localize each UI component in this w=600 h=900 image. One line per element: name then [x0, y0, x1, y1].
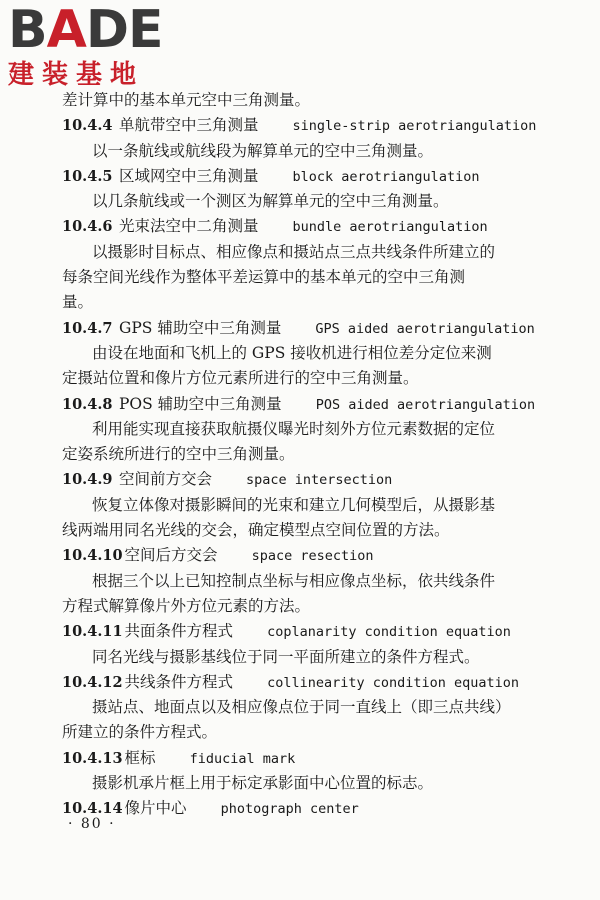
term-english: single-strip aerotriangulation: [292, 118, 537, 135]
term-number: 10.4.9: [62, 471, 113, 489]
term-number: 10.4.13: [62, 749, 123, 767]
document-body: [62, 88, 542, 822]
term-number: 10.4.10: [62, 547, 123, 565]
term-english: bundle aerotriangulation: [292, 219, 488, 236]
term-number: 10.4.14: [62, 800, 123, 818]
term-number: 10.4.11: [62, 623, 123, 641]
term-chinese: 共面条件方程式: [124, 622, 234, 641]
term-heading: [62, 113, 542, 138]
term-english: block aerotriangulation: [292, 168, 480, 185]
term-heading: [62, 392, 542, 417]
body-text-line: 每条空间光线作为整体平差运算中的基本单元的空中三角测: [62, 268, 466, 287]
term-chinese: 区域网空中三角测量: [119, 166, 259, 185]
term-chinese: 光束法空中二角测量: [119, 217, 259, 236]
term-chinese: 框标: [124, 748, 156, 767]
term-chinese: 共线条件方程式: [124, 672, 234, 691]
term-heading: [62, 543, 542, 568]
term-heading: [62, 796, 542, 821]
term-heading: [62, 164, 542, 189]
page-number: · 80 ·: [68, 816, 116, 832]
term-chinese: 单航带空中三角测量: [119, 116, 259, 135]
body-text-line: 同名光线与摄影基线位于同一平面所建立的条件方程式。: [92, 647, 480, 666]
term-number: 10.4.12: [62, 673, 123, 691]
body-text-line: 以几条航线或一个测区为解算单元的空中三角测量。: [92, 192, 449, 211]
term-english: GPS aided aerotriangulation: [315, 320, 535, 337]
term-heading: [62, 467, 542, 492]
term-chinese: POS 辅助空中三角测量: [119, 394, 282, 413]
body-text-line: 以一条航线或航线段为解算单元的空中三角测量。: [92, 141, 434, 160]
term-english: photograph center: [220, 801, 359, 818]
term-english: space resection: [251, 548, 374, 565]
term-number: 10.4.5: [62, 167, 113, 185]
term-number: 10.4.7: [62, 319, 113, 337]
body-text-line: 方程式解算像片外方位元素的方法。: [62, 596, 311, 615]
body-text-line: 定姿系统所进行的空中三角测量。: [62, 445, 295, 464]
term-english: POS aided aerotriangulation: [315, 396, 536, 413]
term-heading: [62, 316, 542, 341]
body-text-line: 由设在地面和飞机上的 GPS 接收机进行相位差分定位来测: [92, 343, 492, 362]
term-chinese: 像片中心: [124, 799, 187, 818]
term-english: fiducial mark: [189, 750, 296, 767]
term-number: 10.4.8: [62, 395, 113, 413]
term-heading: [62, 670, 542, 695]
term-english: collinearity condition equation: [267, 674, 520, 691]
body-text-line: 以摄影时目标点、相应像点和摄站点三点共线条件所建立的: [92, 242, 496, 261]
term-heading: [62, 619, 542, 644]
body-text-line: 线两端用同名光线的交会，确定模型点空间位置的方法。: [62, 521, 450, 540]
body-text-line: 摄影机承片框上用于标定承影面中心位置的标志。: [92, 774, 434, 793]
logo-subtitle: 建装基地: [8, 60, 145, 90]
site-logo: [8, 0, 178, 92]
term-number: 10.4.4: [62, 117, 113, 135]
body-text-line: 恢复立体像对摄影瞬间的光束和建立几何模型后，从摄影基: [92, 495, 496, 514]
term-english: space intersection: [246, 472, 393, 489]
term-chinese: 空间后方交会: [124, 546, 218, 565]
body-text-line: 定摄站位置和像片方位元素所进行的空中三角测量。: [62, 369, 419, 388]
body-text-line: 量。: [62, 293, 94, 312]
logo-wordmark: BADE: [8, 0, 163, 60]
body-text-line: 根据三个以上已知控制点坐标与相应像点坐标，依共线条件: [92, 571, 496, 590]
term-chinese: GPS 辅助空中三角测量: [119, 318, 282, 337]
term-heading: [62, 746, 542, 771]
term-chinese: 空间前方交会: [119, 470, 213, 489]
body-text-line: 所建立的条件方程式。: [62, 723, 218, 742]
term-english: coplanarity condition equation: [267, 624, 511, 641]
body-text-line: 利用能实现直接获取航摄仪曝光时刻外方位元素数据的定位: [92, 419, 496, 438]
body-text-line: 差计算中的基本单元空中三角测量。: [62, 91, 311, 109]
term-heading: [62, 214, 542, 239]
term-number: 10.4.6: [62, 218, 113, 236]
body-text-line: 摄站点、地面点以及相应像点位于同一直线上（即三点共线）: [92, 698, 511, 717]
